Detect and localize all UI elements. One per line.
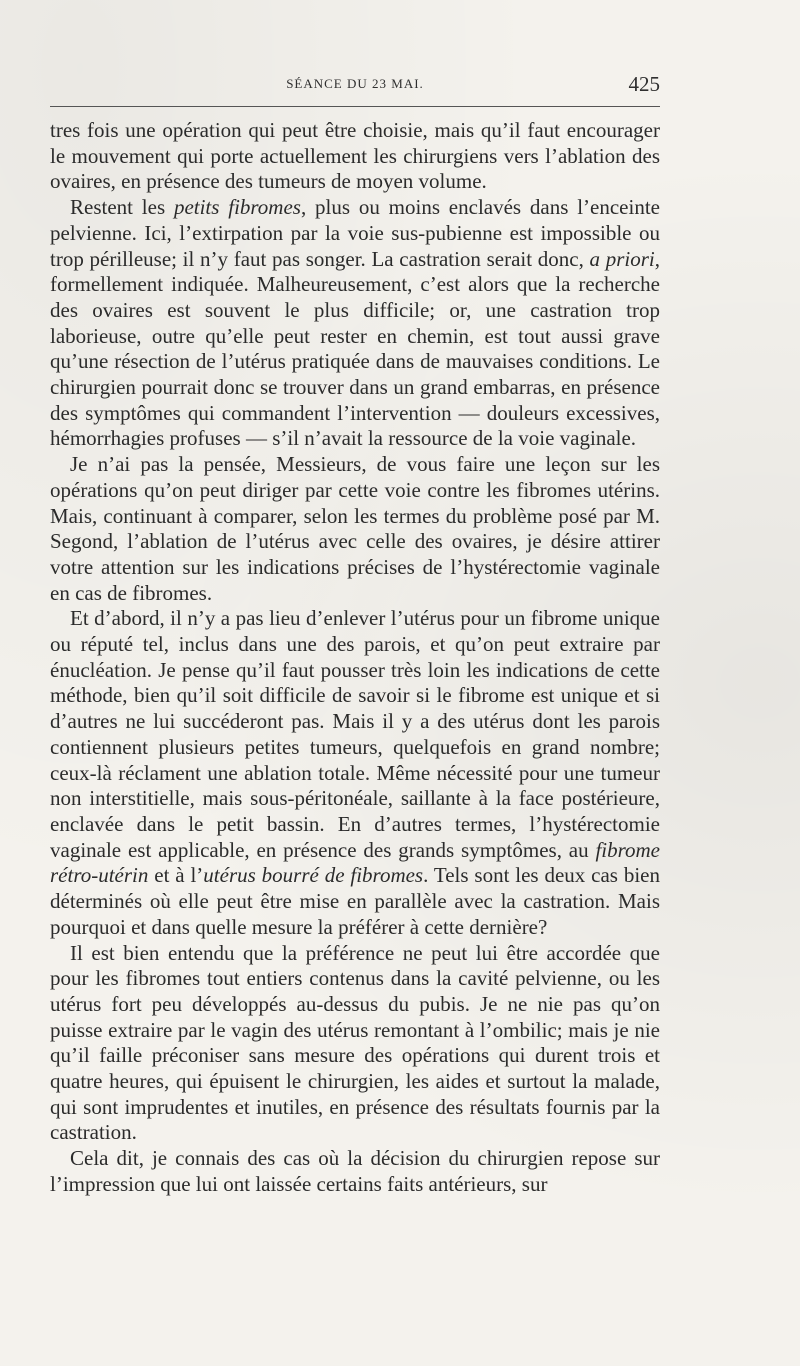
paragraph-4 xyxy=(50,606,660,940)
italic-fibrome-retro-uterin: fibrome rétro-utérin xyxy=(50,837,660,888)
paragraph-1 xyxy=(50,118,660,195)
paragraph-3 xyxy=(50,452,660,606)
page-number: 425 xyxy=(628,72,660,96)
paragraph-4-text-2: et à l’ xyxy=(148,863,204,888)
header-rule xyxy=(50,106,660,107)
paragraph-4-text-1: Et d’abord, il n’y a pas lieu d’enlever l’utérus pour un fibrome unique ou réputé tel, inclus dans une des parois, et qu’on peut extraire par énucléation. Je pense qu’il faut pousser très loin les indications de cette méthode, bien qu’il soit difficile de savoir si le fibrome est unique et si d’autres ne lui succéderont pas. Mais il y a des utérus dont les parois contiennent plusieurs petites tumeurs, quelquefois en grand nombre; ceux-là réclament une ablation totale. Même nécessité pour une tumeur non interstitielle, mais sous-péritonéale, saillante à la face postérieure, enclavée dans le petit bassin. En d’autres termes, l’hystérectomie vaginale est applicable, en présence des grands symptômes, au xyxy=(50,606,660,862)
running-head: SÉANCE DU 23 MAI. xyxy=(286,76,424,91)
italic-petits-fibromes: petits fibromes xyxy=(173,195,301,220)
italic-a-priori: a priori xyxy=(589,246,655,271)
paragraph-5-text: Il est bien entendu que la préférence ne peut lui être accordée que pour les fibromes tout entiers contenus dans la cavité pelvienne, ou les utérus fort peu développés au-dessus du pubis. Je ne nie pas qu’on puisse extraire par le vagin des utérus remontant à l’ombilic; mais je nie qu’il faille préconiser sans mesure des opérations qui durent trois et quatre heures, qui épuisent le chirurgien, les aides et surtout la malade, qui sont imprudentes et inutiles, en présence des résultats fournis par la castration. xyxy=(50,940,660,1145)
paragraph-2-text-3: , formellement indiquée. Malheureusement, c’est alors que la recherche des ovaires est souvent le plus difficile; or, une castration trop laborieuse, outre qu’elle peut rester en chemin, est tout aussi grave qu’une résection de l’utérus pratiquée dans de mauvaises conditions. Le chirurgien pourrait donc se trouver dans un grand embarras, en présence des symptômes qui commandent l’intervention — douleurs excessives, hémorrhagies profuses — s’il n’avait la ressource de la voie vaginale. xyxy=(50,246,660,451)
paragraph-2 xyxy=(50,195,660,452)
paragraph-2-text-1: Restent les xyxy=(70,195,174,220)
italic-uterus-bourre: utérus bourré de fibromes xyxy=(203,863,424,888)
paragraph-1-text: tres fois une opération qui peut être choisie, mais qu’il faut encourager le mouvement qui porte actuellement les chirurgiens vers l’ablation des ovaires, en présence des tumeurs de moyen volume. xyxy=(50,118,660,194)
paragraph-5 xyxy=(50,941,660,1147)
body-text xyxy=(50,118,660,1198)
paragraph-2-text-2: , plus ou moins enclavés dans l’enceinte pelvienne. Ici, l’extirpation par la voie sus-pubienne est impossible ou trop périlleuse; il n’y faut pas songer. La castration serait donc, xyxy=(50,195,660,271)
paragraph-4-text-3: . Tels sont les deux cas bien déterminés où elle peut être mise en parallèle avec la castration. Mais pourquoi et dans quelle mesure la préférer à cette dernière? xyxy=(50,863,660,939)
paragraph-6-text: Cela dit, je connais des cas où la décision du chirurgien repose sur l’impression que lui ont laissée certains faits antérieurs, sur xyxy=(50,1146,660,1196)
paragraph-3-text: Je n’ai pas la pensée, Messieurs, de vous faire une leçon sur les opérations qu’on peut diriger par cette voie contre les fibromes utérins. Mais, continuant à comparer, selon les termes du problème posé par M. Segond, l’ablation de l’utérus avec celle des ovaires, je désire attirer votre attention sur les indications précises de l’hystérectomie vaginale en cas de fibromes. xyxy=(50,452,660,605)
paragraph-6 xyxy=(50,1146,660,1197)
page-header xyxy=(50,72,660,96)
